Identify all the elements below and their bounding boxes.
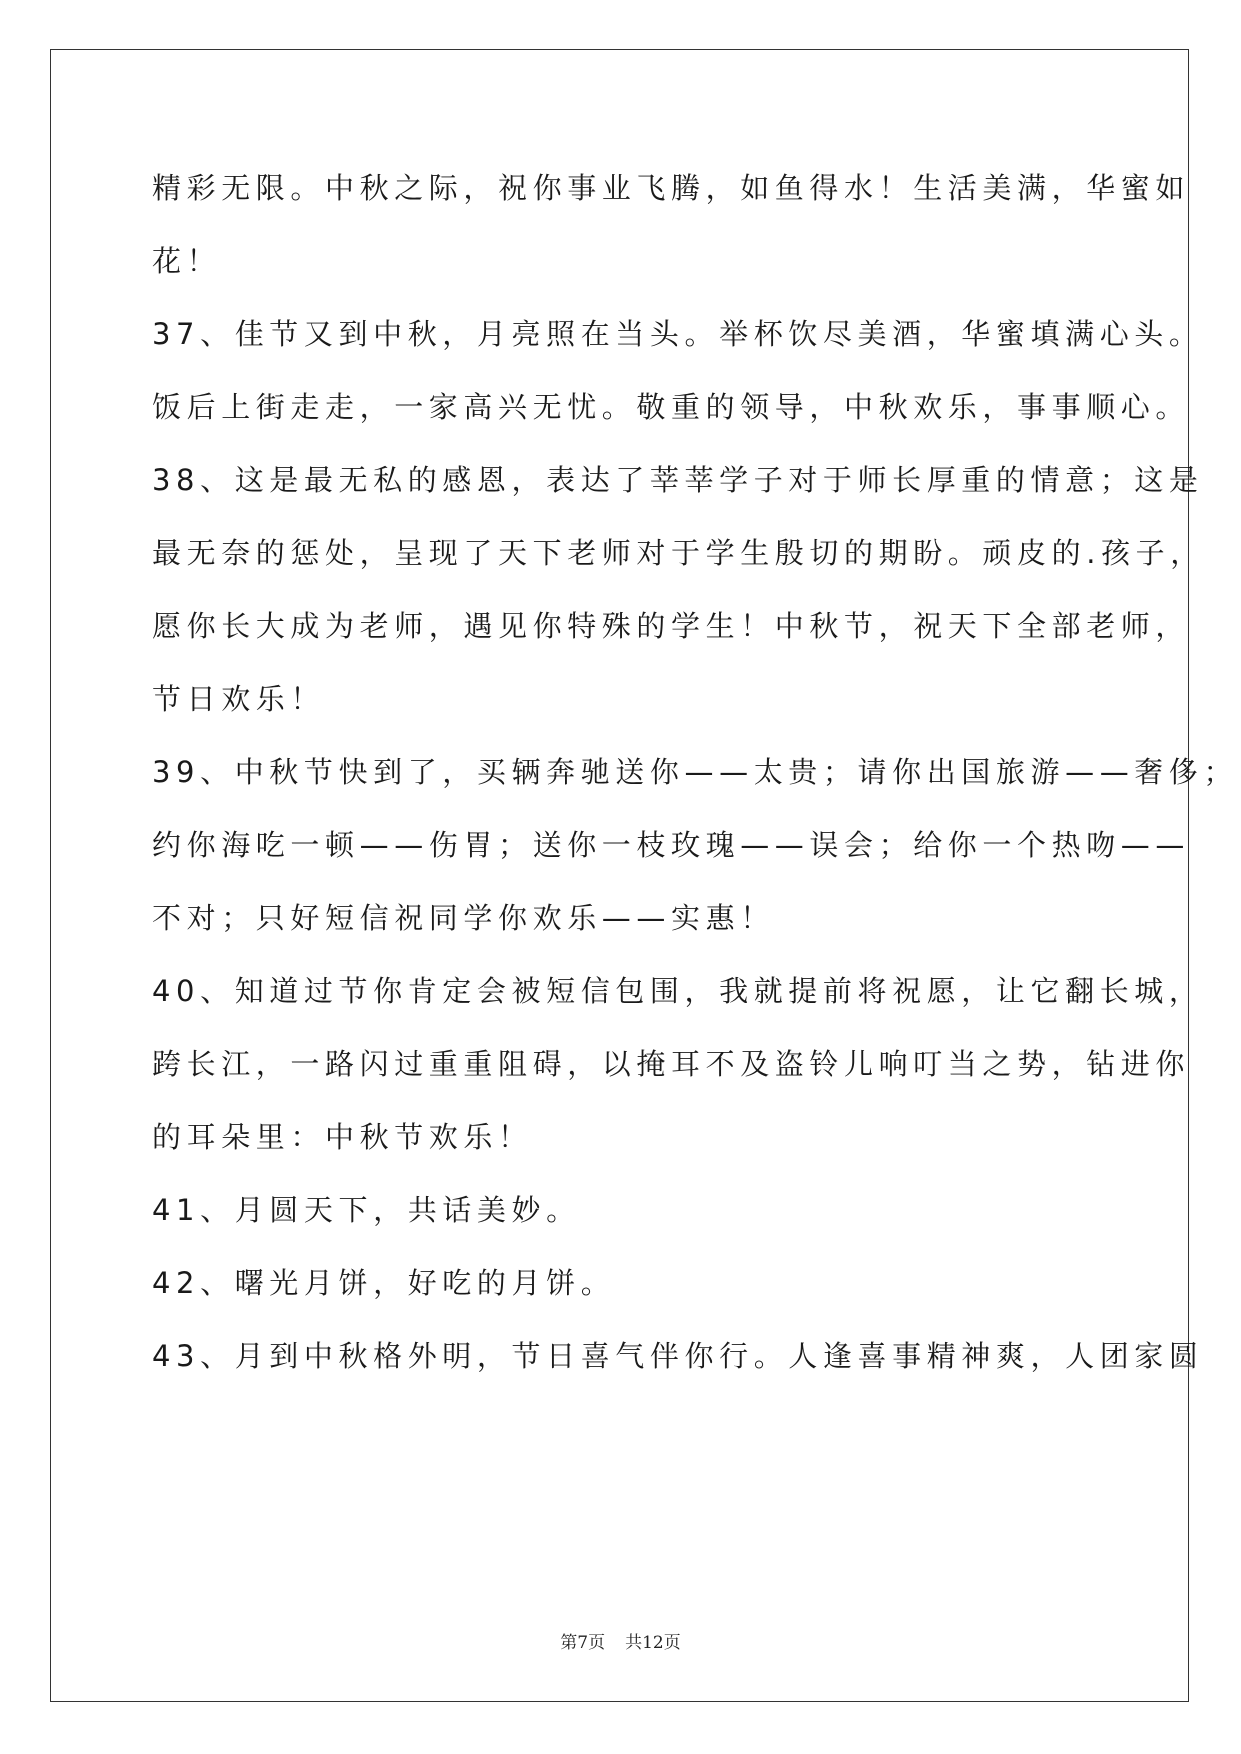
text-line: 节日欢乐！ bbox=[152, 682, 326, 716]
text-line: 43、月到中秋格外明，节日喜气伴你行。人逢喜事精神爽，人团家圆 bbox=[152, 1339, 1204, 1373]
page-number: 第7页 bbox=[560, 1633, 606, 1653]
text-line: 38、这是最无私的感恩，表达了莘莘学子对于师长厚重的情意；这是 bbox=[152, 463, 1204, 497]
text-line: 42、曙光月饼，好吃的月饼。 bbox=[152, 1266, 616, 1300]
text-line: 跨长江，一路闪过重重阻碍，以掩耳不及盗铃儿响叮当之势，钻进你 bbox=[152, 1047, 1191, 1081]
text-line: 精彩无限。中秋之际，祝你事业飞腾，如鱼得水！生活美满，华蜜如 bbox=[152, 171, 1191, 205]
text-line: 花！ bbox=[152, 244, 222, 278]
text-line: 37、佳节又到中秋，月亮照在当头。举杯饮尽美酒，华蜜填满心头。 bbox=[152, 317, 1204, 351]
page-border bbox=[50, 49, 1189, 1702]
page-footer bbox=[0, 1632, 1241, 1654]
text-line: 最无奈的惩处，呈现了天下老师对于学生殷切的期盼。顽皮的.孩子， bbox=[152, 536, 1205, 570]
text-line: 41、月圆天下，共话美妙。 bbox=[152, 1193, 581, 1227]
text-line: 愿你长大成为老师，遇见你特殊的学生！中秋节，祝天下全部老师， bbox=[152, 609, 1191, 643]
text-line: 的耳朵里：中秋节欢乐！ bbox=[152, 1120, 533, 1154]
text-line: 40、知道过节你肯定会被短信包围，我就提前将祝愿，让它翻长城， bbox=[152, 974, 1204, 1008]
text-line: 约你海吃一顿——伤胃；送你一枝玫瑰——误会；给你一个热吻—— bbox=[152, 828, 1191, 862]
text-line: 39、中秋节快到了，买辆奔驰送你——太贵；请你出国旅游——奢侈； bbox=[152, 755, 1239, 789]
text-line: 饭后上街走走，一家高兴无忧。敬重的领导，中秋欢乐，事事顺心。 bbox=[152, 390, 1191, 424]
page-total: 共12页 bbox=[625, 1633, 681, 1653]
text-line: 不对；只好短信祝同学你欢乐——实惠！ bbox=[152, 901, 775, 935]
